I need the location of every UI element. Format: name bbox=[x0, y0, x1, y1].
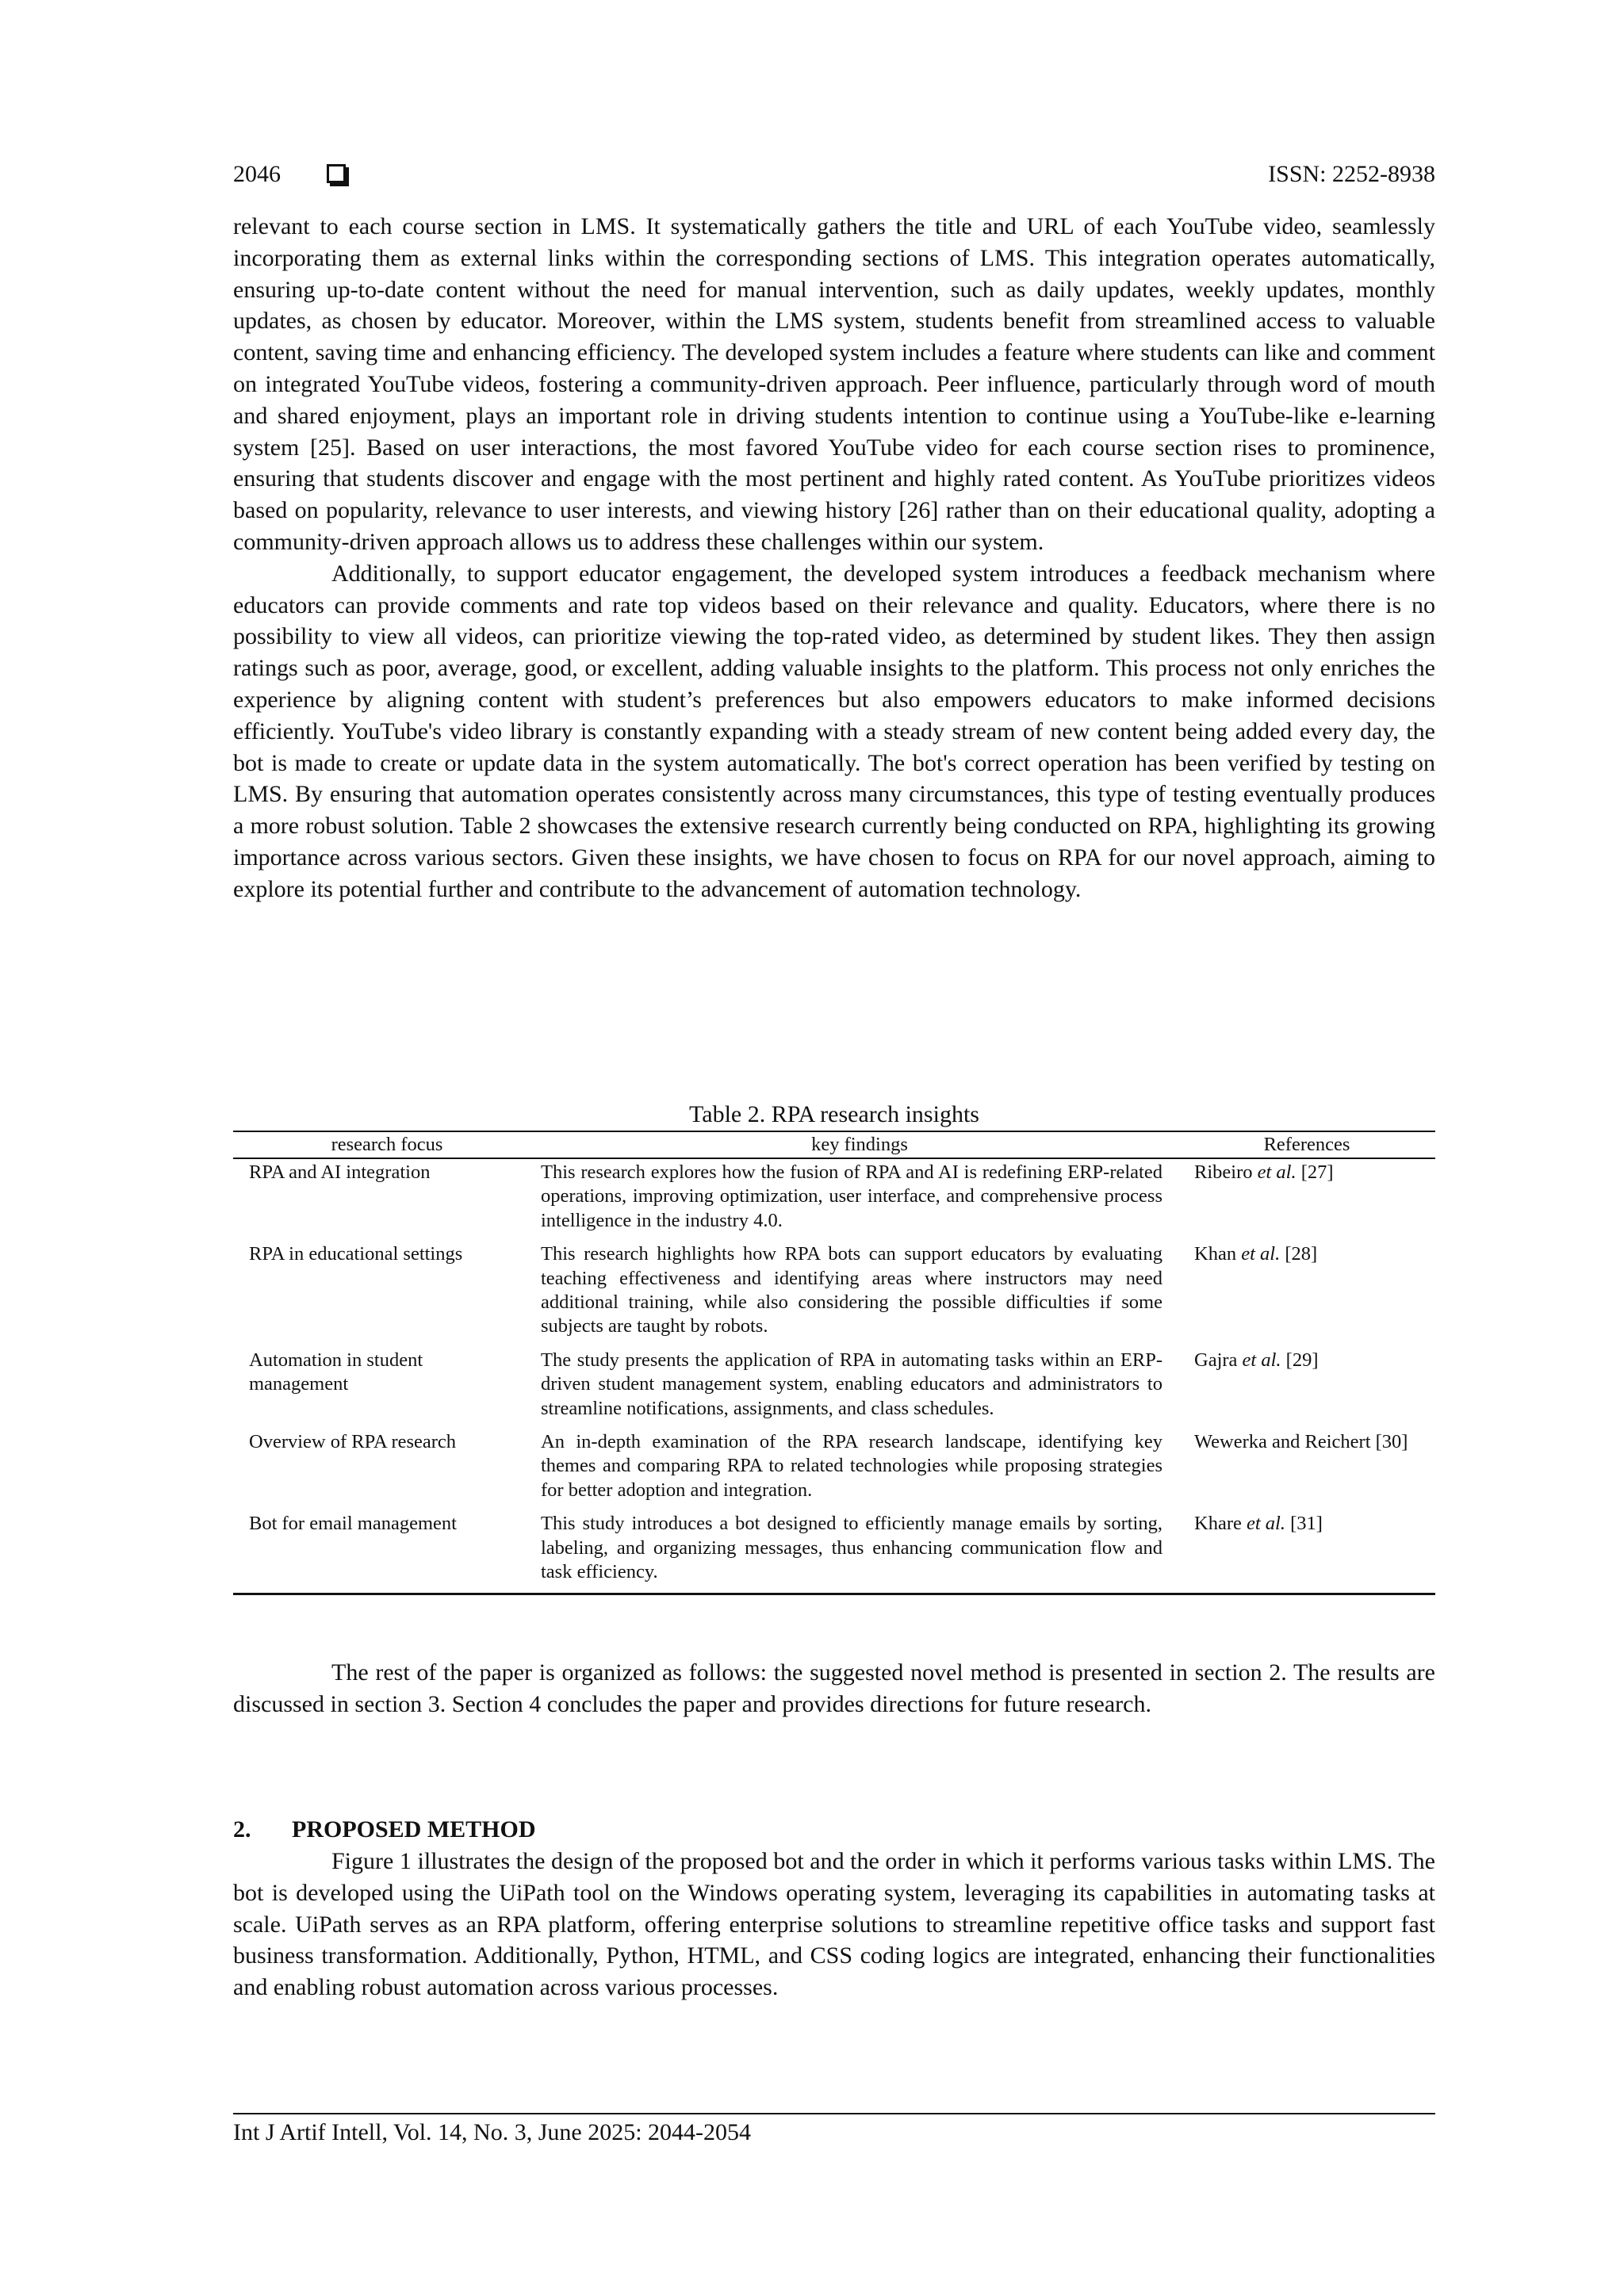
paragraph-2: Additionally, to support educator engagement, the developed system introduces a feedback mechanism where educators can provide comments and rate top videos based on their relevance and quality. Educators, where there is no possibility to view all videos, can prioritize viewing the top-rated video, as determined by student likes. They then assign ratings such as poor, average, good, or excellent, adding valuable insights to the platform. This process not only enriches the experience by aligning content with student’s preferences but also empowers educators to make informed decisions efficiently. YouTube's video library is constantly expanding with a steady stream of new content being added every day, the bot is made to create or update data in the system automatically. The bot's correct operation has been verified by testing on LMS. By ensuring that automation operates consistently across many circumstances, this type of testing eventually produces a more robust solution. Table 2 showcases the extensive research currently being conducted on RPA, highlighting its growing importance across various sectors. Given these insights, we have chosen to focus on RPA for our novel approach, aiming to explore its potential further and contribute to the advancement of automation technology. bbox=[233, 560, 1435, 902]
cell-reference: Khan et al. [28] bbox=[1194, 1243, 1318, 1265]
cell-focus: Automation in student management bbox=[249, 1349, 423, 1395]
cell-reference: Gajra et al. [29] bbox=[1194, 1349, 1319, 1371]
cell-reference: Wewerka and Reichert [30] bbox=[1194, 1431, 1408, 1453]
cell-focus: Bot for email management bbox=[233, 1510, 541, 1594]
header-key-findings: key findings bbox=[541, 1131, 1178, 1158]
footer-citation: Int J Artif Intell, Vol. 14, No. 3, June 2025: 2044-2054 bbox=[233, 2119, 752, 2145]
page-number: 2046 bbox=[233, 161, 281, 187]
section-heading bbox=[233, 1814, 536, 1846]
page-header bbox=[233, 159, 1435, 190]
paragraph-method: Figure 1 illustrates the design of the proposed bot and the order in which it performs various tasks within LMS. The bot is developed using the UiPath tool on the Windows operating system, leveraging its capabilities in automating tasks at scale. UiPath serves as an RPA platform, offering enterprise solutions to streamline repetitive office tasks and support fast business transformation. Additionally, Python, HTML, and CSS coding logics are integrated, enhancing their functionalities and enabling robust automation across various processes. bbox=[233, 1848, 1435, 2001]
cell-reference: Khare et al. [31] bbox=[1178, 1510, 1435, 1594]
header-research-focus: research focus bbox=[233, 1131, 541, 1158]
rpa-research-table bbox=[233, 1131, 1435, 1595]
cell-finding: This research explores how the fusion of RPA and AI is redefining ERP-related operations, improving optimization, user interface, and comprehensive process intelligence in the industry 4.0. bbox=[541, 1161, 1162, 1231]
cell-focus: Overview of RPA research bbox=[249, 1431, 457, 1453]
cell-reference: Ribeiro et al. [27] bbox=[1194, 1161, 1334, 1183]
paragraph-1: relevant to each course section in LMS. It systematically gathers the title and URL of each YouTube video, seamlessly incorporating them as external links within the corresponding sections of LMS. This integration operates automatically, ensuring up-to-date content without the need for manual intervention, such as daily updates, weekly updates, monthly updates, as chosen by educator. Moreover, within the LMS system, students benefit from streamlined access to valuable content, saving time and enhancing efficiency. The developed system includes a feature where students can like and comment on integrated YouTube videos, fostering a community-driven approach. Peer influence, particularly through word of mouth and shared enjoyment, plays an important role in driving students intention to continue using a YouTube-like e-learning system [25]. Based on user interactions, the most favored YouTube video for each course section rises to prominence, ensuring that students discover and engage with the most pertinent and highly rated content. As YouTube prioritizes videos based on popularity, relevance to user interests, and viewing history [26] rather than on their educational quality, adopting a community-driven approach allows us to address these challenges within our system. bbox=[233, 213, 1435, 555]
cell-finding: This study introduces a bot designed to efficiently manage emails by sorting, labeling, and organizing messages, thus enhancing communication flow and task efficiency. bbox=[541, 1510, 1178, 1594]
header-references: References bbox=[1178, 1131, 1435, 1158]
square-bullet-icon bbox=[327, 164, 346, 183]
table-row bbox=[233, 1158, 1435, 1241]
table-row bbox=[233, 1510, 1435, 1594]
cell-finding: The study presents the application of RPA in automating tasks within an ERP-driven student management system, enabling educators and administrators to streamline notifications, assignments, and class schedules. bbox=[541, 1349, 1162, 1419]
body-text-after-table bbox=[233, 1657, 1435, 1720]
table-caption: Table 2. RPA research insights bbox=[689, 1101, 979, 1127]
section-number: 2. bbox=[233, 1816, 251, 1843]
footer-divider bbox=[233, 2113, 1435, 2114]
table-header-row bbox=[233, 1131, 1435, 1158]
table-row bbox=[233, 1347, 1435, 1429]
table-row bbox=[233, 1241, 1435, 1347]
issn-label: ISSN: 2252-8938 bbox=[1268, 161, 1435, 187]
cell-finding: This research highlights how RPA bots can support educators by evaluating teaching effectiveness and identifying areas where instructors may need additional training, while also considering the possible difficulties if some subjects are taught by robots. bbox=[541, 1243, 1162, 1337]
cell-focus: RPA and AI integration bbox=[249, 1161, 431, 1183]
cell-focus: RPA in educational settings bbox=[249, 1243, 463, 1265]
paragraph-organization: The rest of the paper is organized as follows: the suggested novel method is presented in section 2. The results are discussed in section 3. Section 4 concludes the paper and provides directions for future research. bbox=[233, 1659, 1435, 1717]
cell-finding: An in-depth examination of the RPA research landscape, identifying key themes and comparing RPA to related technologies while proposing strategies for better adoption and integration. bbox=[541, 1431, 1162, 1501]
body-text-top bbox=[233, 211, 1435, 905]
body-text-section bbox=[233, 1846, 1435, 2003]
section-title: PROPOSED METHOD bbox=[292, 1816, 536, 1843]
table-row bbox=[233, 1429, 1435, 1510]
